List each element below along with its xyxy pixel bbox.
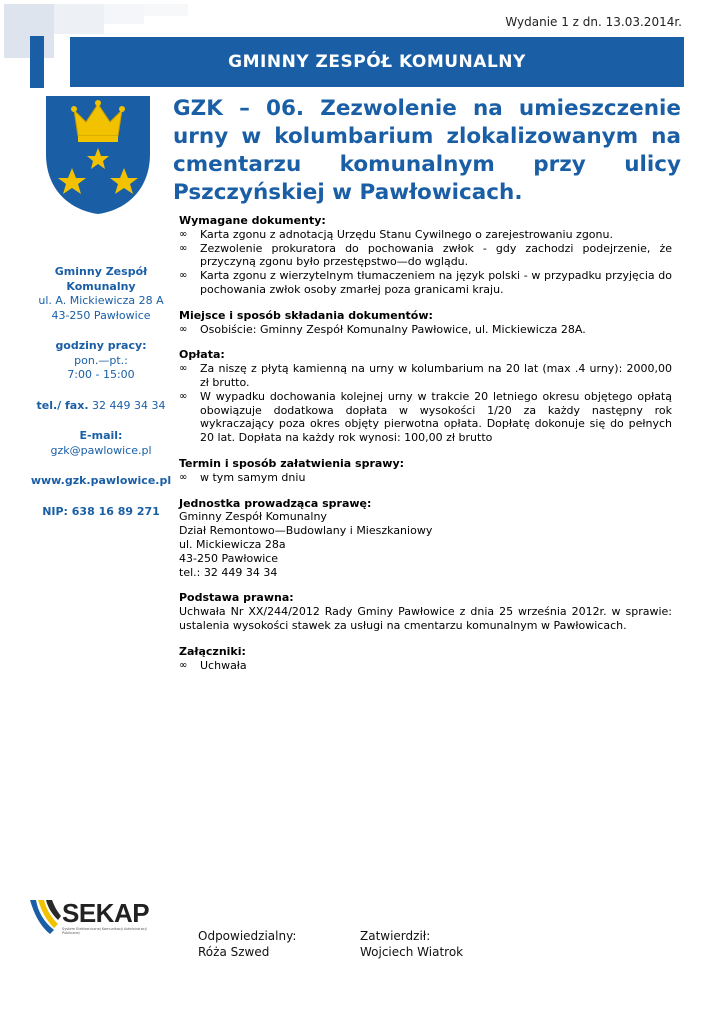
section-legal-basis <box>179 591 672 632</box>
section-submission <box>179 309 672 337</box>
organization-title: GMINNY ZESPÓŁ KOMUNALNY <box>228 52 526 72</box>
nip-number: NIP: 638 16 89 271 <box>42 504 160 518</box>
infinity-bullet-icon: ∞ <box>179 242 188 254</box>
document-title: GZK – 06. Zezwolenie na umieszczenie urny w kolumbarium zlokalizowanym na cmentarzu komunalnym przy ulicy Pszczyńskiej w Pawłowicach. <box>173 96 681 205</box>
section-responsible-unit <box>179 497 672 580</box>
section-title: Opłata: <box>179 348 225 362</box>
email-link[interactable]: gzk@pawlowice.pl <box>50 443 152 457</box>
unit-line: Gminny Zespół Komunalny <box>179 510 327 524</box>
hours-time: 7:00 - 15:00 <box>67 368 135 381</box>
section-title: Termin i sposób załatwienia sprawy: <box>179 456 405 470</box>
infinity-bullet-icon: ∞ <box>179 659 188 671</box>
decorative-square <box>54 4 104 34</box>
responsible-name: Róża Szwed <box>198 944 270 959</box>
document-body <box>179 214 672 684</box>
hours-label: godziny pracy: <box>55 339 147 352</box>
approved-label: Zatwierdził: <box>360 929 431 943</box>
section-deadline <box>179 457 672 485</box>
sidebar-address: ul. A. Mickiewicza 28 A <box>38 294 164 307</box>
list-item: ∞ Za niszę z płytą kamienną na urny w kolumbarium na 20 lat (max .4 urny): 2000,00 zł brutto. <box>179 362 672 389</box>
sidebar-org-line: Komunalny <box>66 279 136 293</box>
infinity-bullet-icon: ∞ <box>179 471 188 483</box>
list-item: ∞ w tym samym dniu <box>179 470 306 484</box>
unit-line: tel.: 32 449 34 34 <box>179 565 278 579</box>
sidebar-org-line: Gminny Zespół <box>54 265 148 278</box>
infinity-bullet-icon: ∞ <box>179 363 188 375</box>
approved-name: Wojciech Wiatrok <box>360 944 464 959</box>
list-item: ∞ Zezwolenie prokuratora do pochowania zwłok - gdy zachodzi podejrzenie, że przyczyną zgonu było przestępstwo—do wglądu. <box>179 241 672 269</box>
footer-responsible <box>198 929 296 960</box>
list-item: ∞ W wypadku dochowania kolejnej urny w trakcie 20 letniego okresu objętego opłatą obowiązuje dodatkowa dopłata w wysokości 1/20 za każdy następny rok wykraczający poza okres objęty pierwotna opłata. Dopłatę dokonuje się do pełnych 20 lat. Dopłata na każdy rok wynosi: 100,00 zł brutto <box>179 389 672 445</box>
section-attachments <box>179 645 672 673</box>
section-title: Jednostka prowadząca sprawę: <box>179 496 372 510</box>
footer-approved <box>360 929 463 960</box>
sekap-logo-subtext: System Elektronicznej Komunikacji Administracji Publicznej <box>62 927 147 935</box>
decorative-square <box>4 4 54 58</box>
section-required-documents <box>179 214 672 297</box>
decorative-bar <box>30 36 44 88</box>
email-label: E-mail: <box>79 429 123 442</box>
responsible-label: Odpowiedzialny: <box>198 929 297 943</box>
header-band <box>70 37 684 87</box>
legal-basis-text: Uchwała Nr XX/244/2012 Rady Gminy Pawłowice z dnia 25 września 2012r. w sprawie: ustalenia wysokości stawek za usługi na cmentarzu komunalnym w Pawłowicach. <box>179 605 672 632</box>
phone-line <box>20 399 182 414</box>
sekap-logo-text: SEKAP <box>62 898 150 928</box>
unit-line: Dział Remontowo—Budowlany i Mieszkaniowy <box>179 524 433 538</box>
phone-value: 32 449 34 34 <box>92 398 166 412</box>
edition-date: Wydanie 1 z dn. 13.03.2014r. <box>505 15 682 29</box>
sidebar-address: 43-250 Pawłowice <box>51 308 151 322</box>
infinity-bullet-icon: ∞ <box>179 323 188 335</box>
section-title: Miejsce i sposób składania dokumentów: <box>179 308 433 322</box>
phone-label: tel./ fax. <box>36 398 89 412</box>
section-title: Podstawa prawna: <box>179 591 294 605</box>
sekap-logo-icon <box>28 896 62 936</box>
list-item: ∞ Osobiście: Gminny Zespół Komunalny Pawłowice, ul. Mickiewicza 28A. <box>179 322 586 336</box>
sekap-logo <box>28 896 148 938</box>
decorative-square <box>104 4 144 24</box>
coat-of-arms-icon <box>40 92 156 216</box>
section-title: Załączniki: <box>179 644 246 658</box>
hours-days: pon.—pt.: <box>74 353 128 367</box>
list-item: ∞ Karta zgonu z wierzytelnym tłumaczeniem na język polski - w przypadku przyjęcia do pochowania zwłok osoby zmarłej poza granicami kraju. <box>179 269 672 296</box>
attachment-item[interactable]: ∞ Uchwała <box>179 658 247 672</box>
infinity-bullet-icon: ∞ <box>179 270 188 282</box>
website-link[interactable]: www.gzk.pawlowice.pl <box>30 474 172 487</box>
unit-line: 43-250 Pawłowice <box>179 551 279 565</box>
contact-sidebar <box>20 265 182 519</box>
decorative-square <box>144 4 188 16</box>
infinity-bullet-icon: ∞ <box>179 390 188 402</box>
list-item: ∞ Karta zgonu z adnotacją Urzędu Stanu Cywilnego o zarejestrowaniu zgonu. <box>179 227 613 241</box>
section-title: Wymagane dokumenty: <box>179 214 326 227</box>
section-fee <box>179 348 672 445</box>
unit-line: ul. Mickiewicza 28a <box>179 537 286 551</box>
infinity-bullet-icon: ∞ <box>179 228 188 240</box>
